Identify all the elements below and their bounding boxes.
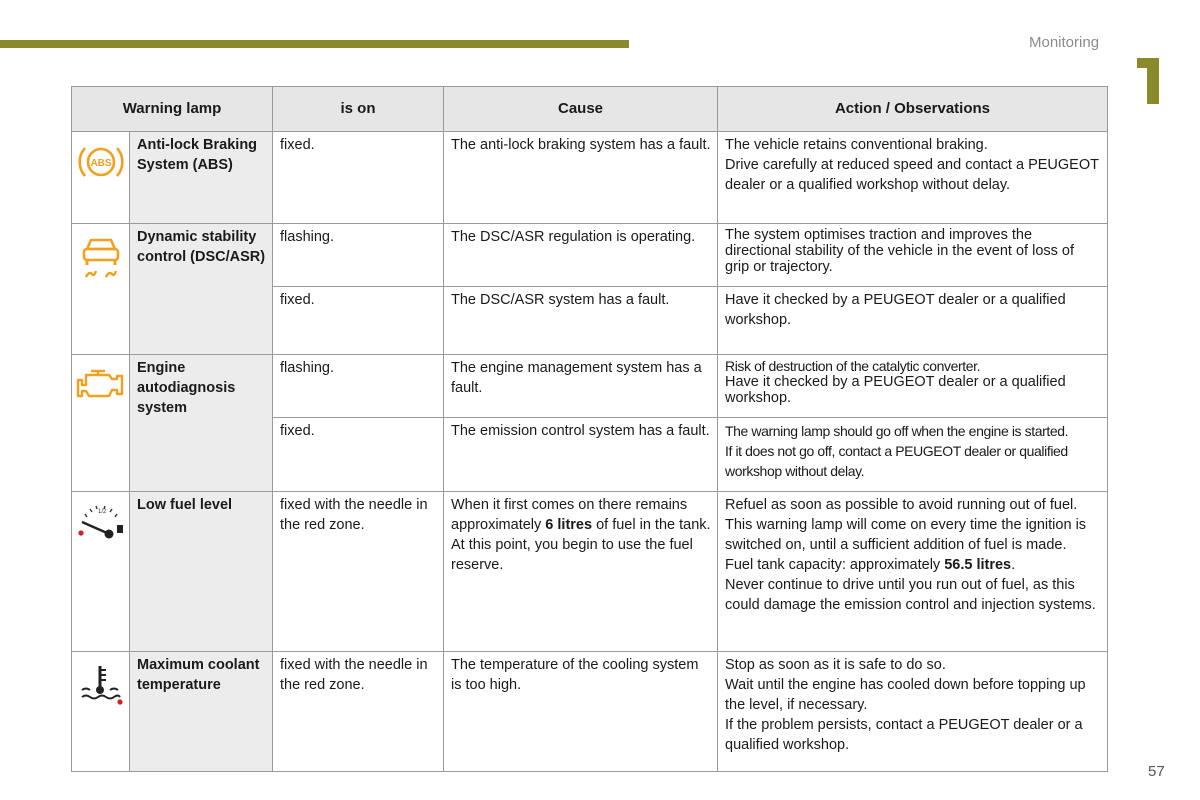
action-cell (718, 652, 1108, 772)
chapter-number (1137, 58, 1159, 104)
low-fuel-icon (75, 500, 127, 552)
action-cell (718, 492, 1108, 652)
table-row (72, 652, 1108, 772)
cause-text: At this point, you begin to use the fuel reserve. (451, 537, 693, 573)
cause-text: The DSC/ASR regulation is operating. (451, 229, 696, 245)
cause-text: The temperature of the cooling system is too high. (451, 657, 699, 693)
cause-cell (444, 224, 718, 287)
cause-text: When it first comes on there remains approximately 6 litres of fuel in the tank. (451, 497, 711, 533)
action-text: This warning lamp will come on every time the ignition is switched on, until a sufficient addition of fuel is made. (725, 517, 1087, 553)
cause-cell (444, 132, 718, 224)
lamp-name: Low fuel level (130, 492, 273, 652)
action-text: Have it checked by a PEUGEOT dealer or a qualified workshop. (725, 292, 1066, 328)
column-header-cause: Cause (444, 87, 718, 132)
lamp-name: Engine autodiagnosis system (130, 355, 273, 492)
action-cell (718, 287, 1108, 355)
action-cell (718, 132, 1108, 224)
cause-cell (444, 355, 718, 418)
cause-cell (444, 652, 718, 772)
svg-text:ABS: ABS (89, 158, 112, 169)
is-on-cell: fixed. (273, 418, 444, 492)
table-row (72, 132, 1108, 224)
table-row (72, 492, 1108, 652)
abs-warning-icon (77, 140, 125, 190)
warning-lamp-table (71, 86, 1108, 772)
column-header-is-on: is on (273, 87, 444, 132)
cause-text: The DSC/ASR system has a fault. (451, 292, 670, 308)
action-text: Never continue to drive until you run out of fuel, as this could damage the emission control and injection systems. (725, 577, 1096, 613)
gauge-half-label: 1/2 (97, 509, 106, 515)
action-text: Drive carefully at reduced speed and contact a PEUGEOT dealer or a qualified workshop without delay. (725, 157, 1099, 193)
cause-cell (444, 492, 718, 652)
lamp-icon-cell (72, 132, 130, 224)
action-text: If the problem persists, contact a PEUGEOT dealer or a qualified workshop. (725, 717, 1083, 753)
action-text: Wait until the engine has cooled down before topping up the level, if necessary. (725, 677, 1086, 713)
lamp-icon-cell (72, 652, 130, 772)
action-text: Fuel tank capacity: approximately 56.5 litres. (725, 557, 1016, 573)
cause-cell (444, 287, 718, 355)
is-on-cell: fixed. (273, 132, 444, 224)
engine-autodiagnosis-icon (76, 363, 126, 409)
cause-text: The engine management system has a fault. (451, 360, 702, 396)
action-text: Refuel as soon as possible to avoid running out of fuel. (725, 497, 1078, 513)
stability-control-icon (78, 232, 124, 288)
action-text: Have it checked by a PEUGEOT dealer or a qualified workshop. (725, 374, 1066, 406)
is-on-cell: fixed with the needle in the red zone. (273, 492, 444, 652)
lamp-name: Dynamic stability control (DSC/ASR) (130, 224, 273, 355)
cause-cell (444, 418, 718, 492)
coolant-temperature-icon (76, 660, 126, 712)
action-text: Stop as soon as it is safe to do so. (725, 657, 946, 673)
table-row (72, 224, 1108, 287)
cause-text: The anti-lock braking system has a fault. (451, 137, 711, 153)
action-text: If it does not go off, contact a PEUGEOT dealer or qualified workshop without delay. (725, 443, 1068, 479)
is-on-cell: flashing. (273, 224, 444, 287)
header-accent-bar (0, 40, 629, 48)
cause-text: The emission control system has a fault. (451, 423, 710, 439)
action-text: The warning lamp should go off when the engine is started. (725, 423, 1069, 439)
action-cell (718, 224, 1108, 287)
is-on-cell: fixed with the needle in the red zone. (273, 652, 444, 772)
is-on-cell: flashing. (273, 355, 444, 418)
is-on-cell: fixed. (273, 287, 444, 355)
lamp-icon-cell (72, 492, 130, 652)
column-header-action: Action / Observations (718, 87, 1108, 132)
action-text: The vehicle retains conventional braking. (725, 137, 988, 153)
lamp-name: Maximum coolant temperature (130, 652, 273, 772)
section-title: Monitoring (1029, 34, 1100, 51)
lamp-icon-cell (72, 224, 130, 355)
table-row (72, 355, 1108, 418)
action-cell (718, 418, 1108, 492)
action-text: Risk of destruction of the catalytic converter. (725, 358, 981, 374)
action-cell (718, 355, 1108, 418)
table-header-row (72, 87, 1108, 132)
lamp-icon-cell (72, 355, 130, 492)
lamp-name: Anti-lock Braking System (ABS) (130, 132, 273, 224)
column-header-warning-lamp: Warning lamp (72, 87, 273, 132)
page-number: 57 (1148, 763, 1165, 780)
action-text: The system optimises traction and improves the directional stability of the vehicle in the event of loss of grip or trajectory. (725, 227, 1074, 275)
